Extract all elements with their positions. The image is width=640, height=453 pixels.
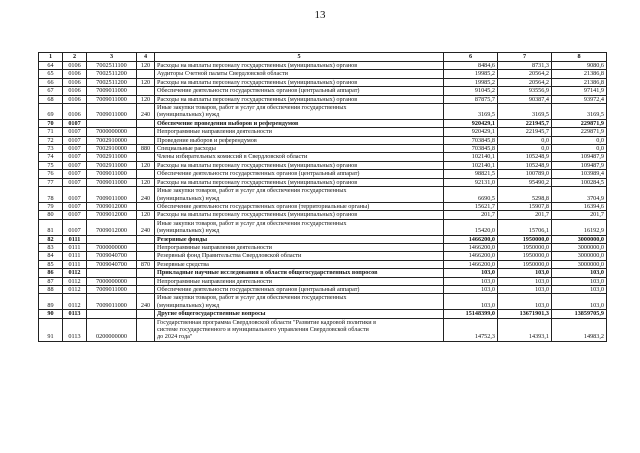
amount-year1-cell: 1466200,0	[444, 252, 498, 260]
expense-type-cell: 240	[137, 219, 155, 235]
row-number-cell: 89	[39, 294, 63, 310]
table-row	[39, 219, 607, 235]
table-row	[39, 294, 607, 310]
expense-type-cell: 880	[137, 145, 155, 153]
description-cell: Иные закупки товаров, работ и услуг для обеспечения государственных (муниципальных) нужд	[155, 104, 444, 120]
table-row	[39, 285, 607, 293]
section-code-cell: 0107	[63, 170, 87, 178]
amount-year2-cell: 1950000,0	[498, 243, 552, 251]
amount-year3-cell: 103,0	[552, 285, 607, 293]
section-code-cell: 0107	[63, 128, 87, 136]
amount-year1-cell: 103,0	[444, 285, 498, 293]
amount-year2-cell: 95490,2	[498, 178, 552, 186]
row-number-cell: 64	[39, 62, 63, 70]
target-article-cell: 7000000000	[87, 243, 137, 251]
description-cell: Обеспечение деятельности государственных органов (центральный аппарат)	[155, 170, 444, 178]
amount-year1-cell: 19985,2	[444, 78, 498, 86]
amount-year2-cell: 201,7	[498, 211, 552, 219]
section-code-cell: 0106	[63, 78, 87, 86]
row-number-cell: 82	[39, 235, 63, 243]
description-cell: Проведение выборов и референдумов	[155, 136, 444, 144]
expense-type-cell	[137, 136, 155, 144]
expense-type-cell: 120	[137, 161, 155, 169]
amount-year2-cell: 1950000,0	[498, 235, 552, 243]
amount-year1-cell: 201,7	[444, 211, 498, 219]
amount-year2-cell: 5298,8	[498, 187, 552, 203]
table-row	[39, 161, 607, 169]
description-cell: Расходы на выплаты персоналу государственных (муниципальных) органов	[155, 161, 444, 169]
amount-year1-cell: 102140,1	[444, 161, 498, 169]
expense-type-cell: 120	[137, 95, 155, 103]
row-number-cell: 84	[39, 252, 63, 260]
section-code-cell: 0107	[63, 119, 87, 127]
table-row	[39, 310, 607, 318]
description-cell: Расходы на выплаты персоналу государственных (муниципальных) органов	[155, 95, 444, 103]
amount-year3-cell: 109487,9	[552, 161, 607, 169]
amount-year2-cell: 14393,1	[498, 318, 552, 341]
amount-year2-cell: 20564,2	[498, 70, 552, 78]
target-article-cell: 7002511200	[87, 78, 137, 86]
row-number-cell: 78	[39, 187, 63, 203]
description-cell: Непрограммные направления деятельности	[155, 277, 444, 285]
amount-year3-cell: 3000000,0	[552, 260, 607, 268]
amount-year1-cell: 703845,8	[444, 136, 498, 144]
description-cell: Резервный фонд Правительства Свердловской области	[155, 252, 444, 260]
row-number-cell: 90	[39, 310, 63, 318]
table-row	[39, 153, 607, 161]
row-number-cell: 67	[39, 87, 63, 95]
table-row	[39, 145, 607, 153]
expense-type-cell	[137, 285, 155, 293]
column-header: 6	[444, 53, 498, 62]
description-cell: Государственная программа Свердловской области "Развитие кадровой политики в системе государственного и муниципального управления Свердловской области до 2024 года"	[155, 318, 444, 341]
page-number: 13	[314, 9, 326, 21]
target-article-cell: 7002910000	[87, 136, 137, 144]
amount-year2-cell: 90387,4	[498, 95, 552, 103]
amount-year1-cell: 98821,5	[444, 170, 498, 178]
section-code-cell: 0113	[63, 318, 87, 341]
expense-type-cell	[137, 310, 155, 318]
amount-year1-cell: 6690,5	[444, 187, 498, 203]
section-code-cell: 0107	[63, 187, 87, 203]
row-number-cell: 79	[39, 202, 63, 210]
expense-type-cell	[137, 235, 155, 243]
target-article-cell: 7000000000	[87, 277, 137, 285]
target-article-cell: 7009012000	[87, 202, 137, 210]
target-article-cell: 7000000000	[87, 128, 137, 136]
table-row	[39, 243, 607, 251]
amount-year2-cell: 221945,7	[498, 119, 552, 127]
section-code-cell: 0112	[63, 269, 87, 277]
target-article-cell	[87, 235, 137, 243]
amount-year2-cell: 103,0	[498, 277, 552, 285]
amount-year3-cell: 0,0	[552, 145, 607, 153]
expense-type-cell	[137, 87, 155, 95]
description-cell: Непрограммные направления деятельности	[155, 128, 444, 136]
amount-year1-cell: 103,0	[444, 277, 498, 285]
expense-type-cell: 120	[137, 62, 155, 70]
description-cell: Расходы на выплаты персоналу государственных (муниципальных) органов	[155, 62, 444, 70]
row-number-cell: 77	[39, 178, 63, 186]
description-cell: Резервные фонды	[155, 235, 444, 243]
amount-year1-cell: 87875,7	[444, 95, 498, 103]
table-body	[39, 62, 607, 342]
section-code-cell: 0112	[63, 285, 87, 293]
section-code-cell: 0111	[63, 235, 87, 243]
amount-year2-cell: 0,0	[498, 136, 552, 144]
target-article-cell: 7009011000	[87, 187, 137, 203]
row-number-cell: 65	[39, 70, 63, 78]
section-code-cell: 0106	[63, 95, 87, 103]
amount-year3-cell: 16394,6	[552, 202, 607, 210]
expense-type-cell	[137, 269, 155, 277]
expense-type-cell	[137, 128, 155, 136]
amount-year3-cell: 93972,4	[552, 95, 607, 103]
expense-type-cell	[137, 277, 155, 285]
target-article-cell: 0200000000	[87, 318, 137, 341]
amount-year1-cell: 102140,1	[444, 153, 498, 161]
amount-year1-cell: 15621,7	[444, 202, 498, 210]
description-cell: Специальные расходы	[155, 145, 444, 153]
description-cell: Иные закупки товаров, работ и услуг для обеспечения государственных (муниципальных) нужд	[155, 219, 444, 235]
amount-year2-cell: 13671901,3	[498, 310, 552, 318]
amount-year2-cell: 1950000,0	[498, 260, 552, 268]
row-number-cell: 88	[39, 285, 63, 293]
description-cell: Расходы на выплаты персоналу государственных (муниципальных) органов	[155, 78, 444, 86]
description-cell: Члены избирательных комиссий в Свердловской области	[155, 153, 444, 161]
amount-year2-cell: 20564,2	[498, 78, 552, 86]
row-number-cell: 68	[39, 95, 63, 103]
amount-year2-cell: 93556,9	[498, 87, 552, 95]
table-row	[39, 136, 607, 144]
section-code-cell: 0112	[63, 294, 87, 310]
table-row	[39, 178, 607, 186]
description-cell: Обеспечение деятельности государственных органов (центральный аппарат)	[155, 285, 444, 293]
target-article-cell: 7009011000	[87, 95, 137, 103]
amount-year2-cell: 0,0	[498, 145, 552, 153]
row-number-cell: 87	[39, 277, 63, 285]
description-cell: Обеспечение проведения выборов и референдумов	[155, 119, 444, 127]
row-number-cell: 75	[39, 161, 63, 169]
amount-year3-cell: 21386,8	[552, 78, 607, 86]
target-article-cell: 7002910000	[87, 145, 137, 153]
column-header: 3	[87, 53, 137, 62]
expense-type-cell	[137, 252, 155, 260]
amount-year1-cell: 103,0	[444, 269, 498, 277]
expense-type-cell: 240	[137, 294, 155, 310]
amount-year2-cell: 100789,0	[498, 170, 552, 178]
amount-year3-cell: 0,0	[552, 136, 607, 144]
description-cell: Резервные средства	[155, 260, 444, 268]
column-header: 7	[498, 53, 552, 62]
target-article-cell: 7002911000	[87, 161, 137, 169]
amount-year3-cell: 103,0	[552, 294, 607, 310]
row-number-cell: 86	[39, 269, 63, 277]
row-number-cell: 66	[39, 78, 63, 86]
amount-year3-cell: 109487,9	[552, 153, 607, 161]
budget-table	[38, 52, 607, 342]
expense-type-cell	[137, 202, 155, 210]
amount-year2-cell: 105248,9	[498, 161, 552, 169]
amount-year3-cell: 3000000,0	[552, 243, 607, 251]
target-article-cell	[87, 269, 137, 277]
amount-year3-cell: 16192,9	[552, 219, 607, 235]
row-number-cell: 69	[39, 104, 63, 120]
column-header: 5	[155, 53, 444, 62]
amount-year2-cell: 15907,8	[498, 202, 552, 210]
amount-year3-cell: 97141,9	[552, 87, 607, 95]
description-cell: Другие общегосударственные вопросы	[155, 310, 444, 318]
amount-year2-cell: 221945,7	[498, 128, 552, 136]
amount-year3-cell: 229871,9	[552, 119, 607, 127]
row-number-cell: 71	[39, 128, 63, 136]
table-row	[39, 318, 607, 341]
description-cell: Иные закупки товаров, работ и услуг для обеспечения государственных (муниципальных) нужд	[155, 294, 444, 310]
amount-year2-cell: 103,0	[498, 294, 552, 310]
section-code-cell: 0111	[63, 243, 87, 251]
table-row	[39, 70, 607, 78]
row-number-cell: 83	[39, 243, 63, 251]
description-cell: Расходы на выплаты персоналу государственных (муниципальных) органов	[155, 211, 444, 219]
column-header: 1	[39, 53, 63, 62]
table-row	[39, 260, 607, 268]
amount-year3-cell: 103,0	[552, 277, 607, 285]
description-cell: Иные закупки товаров, работ и услуг для обеспечения государственных (муниципальных) нужд	[155, 187, 444, 203]
target-article-cell: 7009040700	[87, 252, 137, 260]
target-article-cell: 7009011000	[87, 294, 137, 310]
expense-type-cell: 870	[137, 260, 155, 268]
table-row	[39, 87, 607, 95]
amount-year1-cell: 19985,2	[444, 70, 498, 78]
expense-type-cell	[137, 119, 155, 127]
amount-year1-cell: 15148399,0	[444, 310, 498, 318]
amount-year1-cell: 703845,8	[444, 145, 498, 153]
section-code-cell: 0111	[63, 252, 87, 260]
table-row	[39, 104, 607, 120]
expense-type-cell	[137, 243, 155, 251]
expense-type-cell	[137, 170, 155, 178]
row-number-cell: 74	[39, 153, 63, 161]
amount-year3-cell: 3169,5	[552, 104, 607, 120]
section-code-cell: 0107	[63, 202, 87, 210]
target-article-cell: 7009011000	[87, 170, 137, 178]
section-code-cell: 0113	[63, 310, 87, 318]
target-article-cell: 7002511200	[87, 70, 137, 78]
target-article-cell: 7009012000	[87, 211, 137, 219]
amount-year3-cell: 201,7	[552, 211, 607, 219]
row-number-cell: 80	[39, 211, 63, 219]
amount-year3-cell: 103,0	[552, 269, 607, 277]
table-row	[39, 252, 607, 260]
amount-year3-cell: 3000000,0	[552, 235, 607, 243]
column-header: 8	[552, 53, 607, 62]
section-code-cell: 0106	[63, 70, 87, 78]
description-cell: Непрограммные направления деятельности	[155, 243, 444, 251]
row-number-cell: 72	[39, 136, 63, 144]
expense-type-cell	[137, 70, 155, 78]
amount-year3-cell: 3000000,0	[552, 252, 607, 260]
amount-year3-cell: 14983,2	[552, 318, 607, 341]
expense-type-cell: 240	[137, 187, 155, 203]
table-row	[39, 211, 607, 219]
amount-year3-cell: 100284,5	[552, 178, 607, 186]
row-number-cell: 76	[39, 170, 63, 178]
table-row	[39, 235, 607, 243]
expense-type-cell: 120	[137, 78, 155, 86]
row-number-cell: 73	[39, 145, 63, 153]
description-cell: Прикладные научные исследования в области общегосударственных вопросов	[155, 269, 444, 277]
target-article-cell	[87, 310, 137, 318]
section-code-cell: 0107	[63, 145, 87, 153]
row-number-cell: 70	[39, 119, 63, 127]
target-article-cell: 7009011000	[87, 87, 137, 95]
target-article-cell	[87, 119, 137, 127]
table-row	[39, 95, 607, 103]
row-number-cell: 91	[39, 318, 63, 341]
amount-year1-cell: 920429,1	[444, 128, 498, 136]
amount-year1-cell: 3169,5	[444, 104, 498, 120]
section-code-cell: 0107	[63, 211, 87, 219]
target-article-cell: 7009040700	[87, 260, 137, 268]
target-article-cell: 7009011000	[87, 104, 137, 120]
table-row	[39, 202, 607, 210]
amount-year2-cell: 103,0	[498, 285, 552, 293]
row-number-cell: 81	[39, 219, 63, 235]
table-row	[39, 128, 607, 136]
amount-year3-cell: 103989,4	[552, 170, 607, 178]
amount-year2-cell: 103,0	[498, 269, 552, 277]
amount-year1-cell: 920429,1	[444, 119, 498, 127]
expense-type-cell	[137, 153, 155, 161]
table-row	[39, 78, 607, 86]
amount-year1-cell: 8484,6	[444, 62, 498, 70]
amount-year2-cell: 1950000,0	[498, 252, 552, 260]
table-row	[39, 119, 607, 127]
amount-year3-cell: 13859705,9	[552, 310, 607, 318]
description-cell: Обеспечение деятельности государственных органов (территориальные органы)	[155, 202, 444, 210]
target-article-cell: 7002911000	[87, 153, 137, 161]
section-code-cell: 0106	[63, 104, 87, 120]
amount-year1-cell: 1466200,0	[444, 235, 498, 243]
expense-type-cell	[137, 318, 155, 341]
description-cell: Расходы на выплаты персоналу государственных (муниципальных) органов	[155, 178, 444, 186]
amount-year2-cell: 105248,9	[498, 153, 552, 161]
section-code-cell: 0107	[63, 153, 87, 161]
section-code-cell: 0107	[63, 219, 87, 235]
target-article-cell: 7009012000	[87, 219, 137, 235]
table-row	[39, 277, 607, 285]
row-number-cell: 85	[39, 260, 63, 268]
amount-year3-cell: 9080,6	[552, 62, 607, 70]
expense-type-cell: 120	[137, 178, 155, 186]
amount-year2-cell: 8731,3	[498, 62, 552, 70]
amount-year1-cell: 1466200,0	[444, 243, 498, 251]
description-cell: Аудиторы Счетной палаты Свердловской области	[155, 70, 444, 78]
section-code-cell: 0106	[63, 62, 87, 70]
amount-year1-cell: 1466200,0	[444, 260, 498, 268]
table-row	[39, 187, 607, 203]
target-article-cell: 7002511100	[87, 62, 137, 70]
section-code-cell: 0107	[63, 178, 87, 186]
section-code-cell: 0107	[63, 161, 87, 169]
amount-year2-cell: 15706,1	[498, 219, 552, 235]
amount-year2-cell: 3169,5	[498, 104, 552, 120]
amount-year1-cell: 103,0	[444, 294, 498, 310]
section-code-cell: 0111	[63, 260, 87, 268]
table-row	[39, 170, 607, 178]
column-header: 4	[137, 53, 155, 62]
header-row	[39, 53, 607, 62]
section-code-cell: 0106	[63, 87, 87, 95]
table-row	[39, 62, 607, 70]
amount-year1-cell: 15420,0	[444, 219, 498, 235]
amount-year3-cell: 229871,9	[552, 128, 607, 136]
description-cell: Обеспечение деятельности государственных органов (центральный аппарат)	[155, 87, 444, 95]
amount-year1-cell: 91045,2	[444, 87, 498, 95]
section-code-cell: 0112	[63, 277, 87, 285]
amount-year3-cell: 3704,9	[552, 187, 607, 203]
amount-year1-cell: 14752,3	[444, 318, 498, 341]
amount-year3-cell: 21386,8	[552, 70, 607, 78]
expense-type-cell: 240	[137, 104, 155, 120]
column-header: 2	[63, 53, 87, 62]
section-code-cell: 0107	[63, 136, 87, 144]
amount-year1-cell: 92131,0	[444, 178, 498, 186]
target-article-cell: 7009011000	[87, 285, 137, 293]
table-row	[39, 269, 607, 277]
target-article-cell: 7009011000	[87, 178, 137, 186]
expense-type-cell: 120	[137, 211, 155, 219]
